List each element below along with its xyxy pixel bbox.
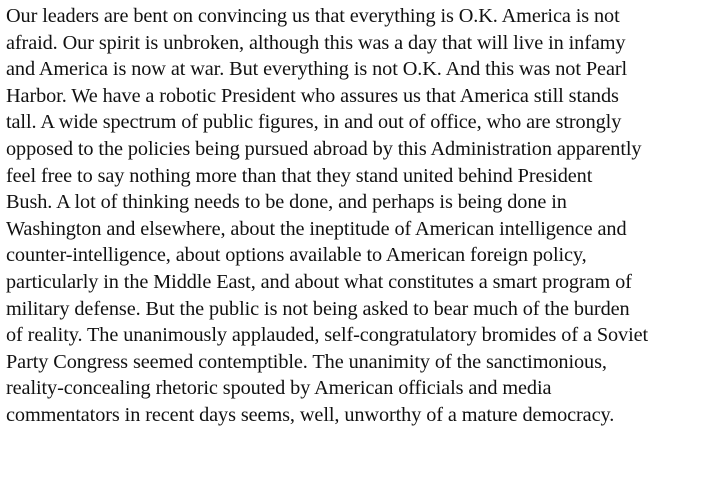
paragraph-line-4: Harbor. We have a robotic President who assures us that America still stands — [6, 84, 619, 107]
paragraph-line-10: counter-intelligence, about options available to American foreign policy, — [6, 244, 587, 267]
paragraph-line-16: commentators in recent days seems, well, unworthy of a mature democracy. — [6, 403, 615, 426]
paragraph-line-7: feel free to say nothing more than that they stand united behind President — [6, 164, 593, 187]
paragraph-line-6: opposed to the policies being pursued abroad by this Administration apparently — [6, 137, 642, 160]
paragraph-line-13: of reality. The unanimously applauded, self-congratulatory bromides of a Soviet — [6, 324, 649, 347]
paragraph-line-3: and America is now at war. But everything is not O.K. And this was not Pearl — [6, 58, 628, 81]
paragraph-line-12: military defense. But the public is not being asked to bear much of the burden — [6, 297, 630, 320]
paragraph-line-14: Party Congress seemed contemptible. The unanimity of the sanctimonious, — [6, 350, 607, 373]
body-paragraph — [6, 3, 700, 429]
paragraph-line-1: Our leaders are bent on convincing us that everything is O.K. America is not — [6, 5, 620, 27]
paragraph-line-11: particularly in the Middle East, and about what constitutes a smart program of — [6, 270, 632, 293]
paragraph-line-9: Washington and elsewhere, about the ineptitude of American intelligence and — [6, 217, 627, 240]
paragraph-line-8: Bush. A lot of thinking needs to be done, and perhaps is being done in — [6, 191, 567, 214]
paragraph-line-5: tall. A wide spectrum of public figures, in and out of office, who are strongly — [6, 111, 622, 134]
paragraph-line-15: reality-concealing rhetoric spouted by American officials and media — [6, 377, 552, 400]
paragraph-line-2: afraid. Our spirit is unbroken, although this was a day that will live in infamy — [6, 31, 626, 54]
